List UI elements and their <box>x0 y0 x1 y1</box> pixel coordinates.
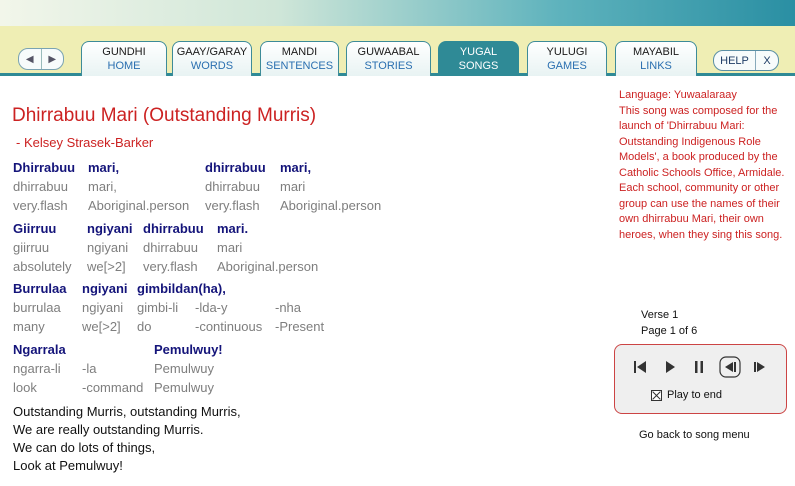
free-translation <box>13 403 241 475</box>
word: dhirrabuu <box>205 160 266 175</box>
song-title: Dhirrabuu Mari (Outstanding Murris) <box>12 105 317 126</box>
gloss: -command <box>82 380 144 395</box>
tab-games[interactable] <box>527 41 607 76</box>
word: Pemulwuy! <box>154 342 223 357</box>
tab-label: YULUGI <box>546 46 588 58</box>
tab-sublabel: GAMES <box>547 60 587 72</box>
skip-to-start-icon[interactable] <box>630 357 650 377</box>
verse-info <box>641 307 697 339</box>
translation-line: We can do lots of things, <box>13 440 156 455</box>
tab-sublabel: LINKS <box>640 60 672 72</box>
morpheme: -nha <box>275 300 302 315</box>
tab-songs[interactable] <box>438 41 519 76</box>
morpheme: ngiyani <box>87 240 129 255</box>
morpheme: mari <box>217 240 243 255</box>
tab-words[interactable] <box>172 41 252 76</box>
morpheme: Pemulwuy <box>154 361 214 376</box>
language-label: Language: Yuwaalaraay <box>619 89 737 101</box>
tab-stories[interactable] <box>346 41 431 76</box>
gloss: very.flash <box>13 198 68 213</box>
tab-label: MAYABIL <box>632 46 680 58</box>
morpheme: dhirrabuu <box>143 240 198 255</box>
tab-sublabel: SONGS <box>458 60 499 72</box>
page-indicator: Page 1 of 6 <box>641 325 698 337</box>
close-button[interactable]: X <box>763 54 771 67</box>
morpheme: burrulaa <box>13 300 61 315</box>
word: Burrulaa <box>13 281 67 296</box>
word: mari, <box>280 160 312 175</box>
word: ngiyani <box>87 221 133 236</box>
gloss: -continuous <box>195 319 263 334</box>
tab-home[interactable] <box>81 41 167 76</box>
gloss: look <box>13 380 37 395</box>
word: Giirruu <box>13 221 57 236</box>
tab-links[interactable] <box>615 41 697 76</box>
tab-label: MANDI <box>281 46 318 58</box>
morpheme: -lda-y <box>195 300 228 315</box>
word: ngiyani <box>82 281 128 296</box>
gloss: absolutely <box>13 259 72 274</box>
morpheme: ngiyani <box>82 300 124 315</box>
song-info <box>619 88 785 243</box>
song-description: This song was composed for the launch of 'Dhirrabuu Mari: Outstanding Indigenous Role Models', a book produced by the Catholic Schools Office, Armidale. Each school, community or other group can use the names of their own dhirrabuu Mari, their own heroes, when they sing this song. <box>619 104 785 241</box>
nav-bar <box>0 26 795 76</box>
tab-sublabel: SENTENCES <box>265 60 334 72</box>
gloss: very.flash <box>143 259 198 274</box>
translation-line: Look at Pemulwuy! <box>13 458 123 473</box>
word: mari, <box>88 160 120 175</box>
history-arrows <box>18 48 64 70</box>
gloss: we[>2] <box>82 319 121 334</box>
morpheme: mari, <box>88 179 117 194</box>
help-button[interactable]: HELP <box>714 51 756 70</box>
play-to-end-checkbox[interactable] <box>651 389 722 401</box>
gloss: -Present <box>275 319 325 334</box>
previous-page-icon[interactable] <box>719 356 741 378</box>
help-close-group <box>713 50 779 71</box>
pause-icon[interactable] <box>689 357 709 377</box>
translation-line: Outstanding Murris, outstanding Murris, <box>13 404 241 419</box>
checkbox-checked-icon[interactable] <box>651 390 662 401</box>
gloss: many <box>13 319 45 334</box>
translation-line: We are really outstanding Murris. <box>13 422 204 437</box>
play-icon[interactable] <box>660 357 680 377</box>
top-banner <box>0 0 795 26</box>
gloss: Aboriginal.person <box>280 198 382 213</box>
gloss: we[>2] <box>87 259 126 274</box>
gloss: very.flash <box>205 198 260 213</box>
tab-label: GUWAABAL <box>357 46 420 58</box>
song-author: - Kelsey Strasek-Barker <box>16 135 154 150</box>
morpheme: gimbi-li <box>137 300 179 315</box>
song-player <box>614 344 787 414</box>
gloss: Pemulwuy <box>154 380 214 395</box>
tab-sentences[interactable] <box>260 41 339 76</box>
tab-sublabel: STORIES <box>364 60 413 72</box>
gloss: Aboriginal.person <box>88 198 190 213</box>
word: dhirrabuu <box>143 221 204 236</box>
morpheme: dhirrabuu <box>205 179 260 194</box>
morpheme: giirruu <box>13 240 50 255</box>
tab-label: GAAY/GARAY <box>176 46 248 58</box>
morpheme: -la <box>82 361 97 376</box>
back-to-song-menu-link[interactable]: Go back to song menu <box>639 429 750 441</box>
morpheme: mari <box>280 179 306 194</box>
tab-sublabel: HOME <box>107 60 141 72</box>
next-page-icon[interactable] <box>750 357 770 377</box>
verse-label: Verse 1 <box>641 309 679 321</box>
gloss: do <box>137 319 152 334</box>
tab-sublabel: WORDS <box>190 60 234 72</box>
word: Ngarrala <box>13 342 66 357</box>
forward-arrow-icon[interactable]: ▶ <box>48 53 57 65</box>
morpheme: ngarra-li <box>13 361 61 376</box>
morpheme: dhirrabuu <box>13 179 68 194</box>
back-arrow-icon[interactable]: ◀ <box>19 49 42 69</box>
word: Dhirrabuu <box>13 160 76 175</box>
tab-label: GUNDHI <box>102 46 146 58</box>
word: gimbildan(ha), <box>137 281 226 296</box>
gloss: Aboriginal.person <box>217 259 319 274</box>
play-to-end-label: Play to end <box>667 389 723 401</box>
tab-label: YUGAL <box>459 46 498 58</box>
word: mari. <box>217 221 249 236</box>
